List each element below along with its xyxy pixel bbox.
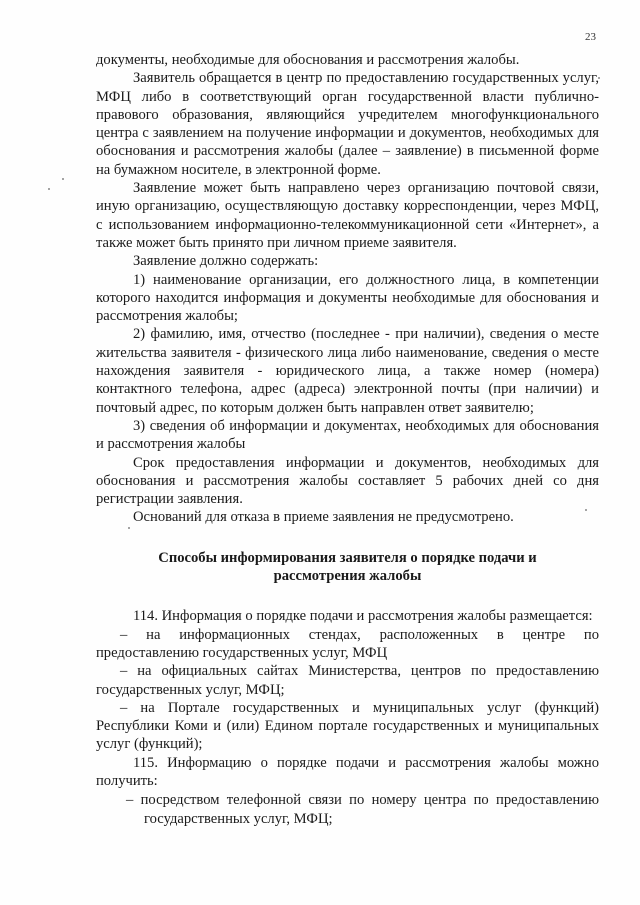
scan-speck bbox=[48, 188, 50, 190]
section-114-intro: 114. Информация о порядке подачи и рассмотрения жалобы размещается: bbox=[133, 608, 593, 625]
list-item: 3) сведения об информации и документах, необходимых для обоснования и рассмотрения жалобы bbox=[96, 417, 599, 453]
paragraph: документы, необходимые для обоснования и рассмотрения жалобы. bbox=[96, 52, 520, 68]
list-item: – на официальных сайтах Министерства, центров по предоставлению государственных услуг, МФЦ; bbox=[96, 663, 599, 698]
list-item: 1) наименование организации, его должностного лица, в компетенции которого находится информация и документы необходимые для обоснования и рассмотрения жалобы; bbox=[96, 271, 599, 325]
scan-speck bbox=[62, 178, 64, 180]
page-number: 23 bbox=[585, 31, 596, 43]
paragraph: Заявитель обращается в центр по предоставлению государственных услуг, МФЦ либо в соответствующий орган государственной власти публично-правового образования, являющийся учредителем многофункционального центра с заявлением на получение информации и документов, необходимых для обоснования и рассмотрения жалобы (далее – заявление) в письменной форме на бумажном носителе, в электронной форме. bbox=[96, 70, 599, 178]
paragraph: Срок предоставления информации и документов, необходимых для обоснования и рассмотрения жалобы составляет 5 рабочих дней со дня регистрации заявления. bbox=[96, 454, 599, 508]
section-115-intro: 115. Информацию о порядке подачи и рассмотрения жалобы можно получить: bbox=[96, 754, 599, 789]
section-heading: Способы информирования заявителя о порядке подачи и рассмотрения жалобы bbox=[158, 549, 537, 585]
list-item: – посредством телефонной связи по номеру центра по предоставлению государственных услуг, МФЦ; bbox=[126, 792, 599, 827]
list-item: – на информационных стендах, расположенных в центре по предоставлению государственных услуг, МФЦ bbox=[96, 626, 599, 661]
paragraph: Заявление может быть направлено через организацию почтовой связи, иную организацию, осуществляющую доставку корреспонденции, через МФЦ, с использованием информационно-телекоммуникационной сети «Интернет», а также может быть принято при личном приеме заявителя. bbox=[96, 180, 599, 251]
paragraph: Оснований для отказа в приеме заявления не предусмотрено. bbox=[133, 509, 514, 526]
list-item: – на Портале государственных и муниципальных услуг (функций) Республики Коми и (или) Едином портале государственных и муниципальных услуг (функций); bbox=[96, 699, 599, 753]
document-body bbox=[96, 51, 599, 842]
list-item: 2) фамилию, имя, отчество (последнее - при наличии), сведения о месте жительства заявителя - физического лица либо наименование, сведения о месте нахождения заявителя - юридического лица, а также номер (номера) контактного телефона, адрес (адреса) электронной почты (при наличии) и почтовый адрес, по которым должен быть направлен ответ заявителю; bbox=[96, 326, 599, 416]
paragraph: Заявление должно содержать: bbox=[133, 253, 319, 270]
